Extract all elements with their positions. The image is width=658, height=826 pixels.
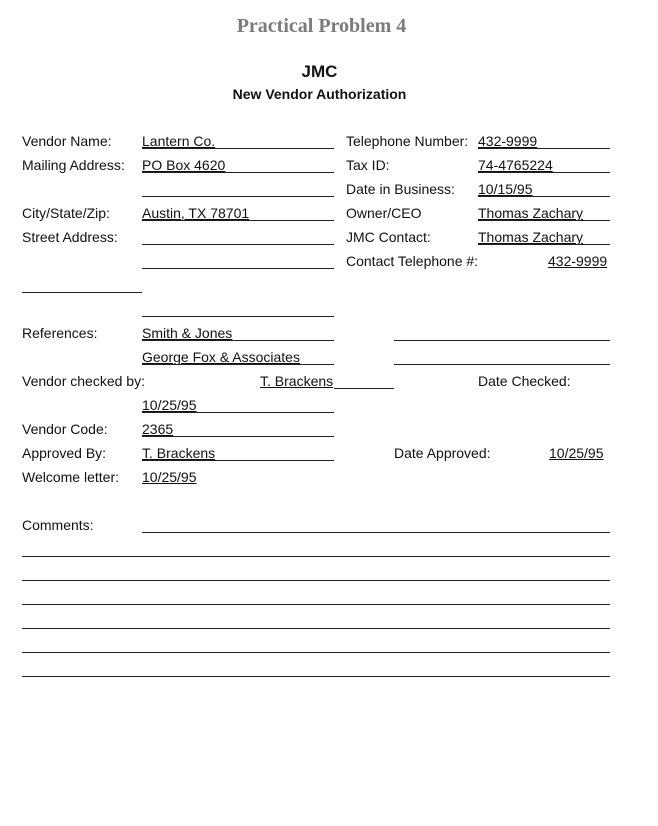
city-state-zip-line	[142, 220, 334, 221]
date-in-business-value: 10/15/95	[478, 181, 533, 197]
jmc-contact-value: Thomas Zachary	[478, 229, 584, 245]
street-address-line	[142, 244, 334, 245]
date-in-business-label: Date in Business:	[346, 181, 455, 197]
mailing-address-line	[142, 172, 334, 173]
city-state-zip-value: Austin, TX 78701	[142, 205, 250, 221]
date-checked-line	[142, 412, 334, 413]
references-label: References:	[22, 325, 98, 341]
owner-ceo-line	[478, 220, 610, 221]
vendor-name-label: Vendor Name:	[22, 133, 112, 149]
street-address-line-2	[142, 268, 334, 269]
jmc-contact-label: JMC Contact:	[346, 229, 431, 245]
vendor-checked-by-label: Vendor checked by:	[22, 373, 145, 389]
date-checked-label: Date Checked:	[478, 373, 571, 389]
comments-line-4	[22, 604, 610, 605]
comments-line-1	[142, 532, 610, 533]
tax-id-value: 74-4765224	[478, 157, 553, 173]
contact-telephone-value: 432-9999	[548, 253, 608, 269]
tax-id-line	[478, 172, 610, 173]
vendor-code-label: Vendor Code:	[22, 421, 108, 437]
date-in-business-line	[478, 196, 610, 197]
reference-1-line	[142, 340, 334, 341]
vendor-name-value: Lantern Co.	[142, 133, 216, 149]
street-address-line-4	[142, 316, 334, 317]
welcome-letter-value: 10/25/95	[142, 469, 197, 485]
comments-line-2	[22, 556, 610, 557]
owner-ceo-value: Thomas Zachary	[478, 205, 584, 221]
approved-by-value: T. Brackens	[142, 445, 216, 461]
telephone-number-value: 432-9999	[478, 133, 538, 149]
city-state-zip-label: City/State/Zip:	[22, 205, 110, 221]
page-title: Practical Problem 4	[236, 15, 407, 37]
tax-id-label: Tax ID:	[346, 157, 390, 173]
comments-line-5	[22, 628, 610, 629]
welcome-letter-label: Welcome letter:	[22, 469, 119, 485]
vendor-checked-by-line	[334, 388, 394, 389]
street-address-label: Street Address:	[22, 229, 118, 245]
comments-line-7	[22, 676, 610, 677]
comments-line-6	[22, 652, 610, 653]
mailing-address-label: Mailing Address:	[22, 157, 125, 173]
reference-2-value: George Fox & Associates	[142, 349, 300, 365]
company-name: JMC	[301, 62, 338, 81]
reference-3-line	[394, 340, 610, 341]
date-checked-value: 10/25/95	[142, 397, 197, 413]
vendor-code-line	[142, 436, 334, 437]
form-subtitle: New Vendor Authorization	[232, 86, 407, 102]
reference-2-line	[142, 364, 334, 365]
date-approved-label: Date Approved:	[394, 445, 491, 461]
vendor-code-value: 2365	[142, 421, 174, 437]
comments-label: Comments:	[22, 517, 94, 533]
reference-1-value: Smith & Jones	[142, 325, 233, 341]
approved-by-line	[142, 460, 334, 461]
mailing-address-line-2	[142, 196, 334, 197]
vendor-name-line	[142, 148, 334, 149]
date-approved-value: 10/25/95	[549, 445, 604, 461]
mailing-address-value: PO Box 4620	[142, 157, 226, 173]
comments-line-3	[22, 580, 610, 581]
owner-ceo-label: Owner/CEO	[346, 205, 422, 221]
jmc-contact-line	[478, 244, 610, 245]
contact-telephone-label: Contact Telephone #:	[346, 253, 479, 269]
reference-4-line	[394, 364, 610, 365]
approved-by-label: Approved By:	[22, 445, 107, 461]
telephone-number-line	[478, 148, 610, 149]
vendor-checked-by-value: T. Brackens	[260, 373, 334, 389]
telephone-number-label: Telephone Number:	[346, 133, 469, 149]
street-address-line-3	[22, 292, 142, 293]
